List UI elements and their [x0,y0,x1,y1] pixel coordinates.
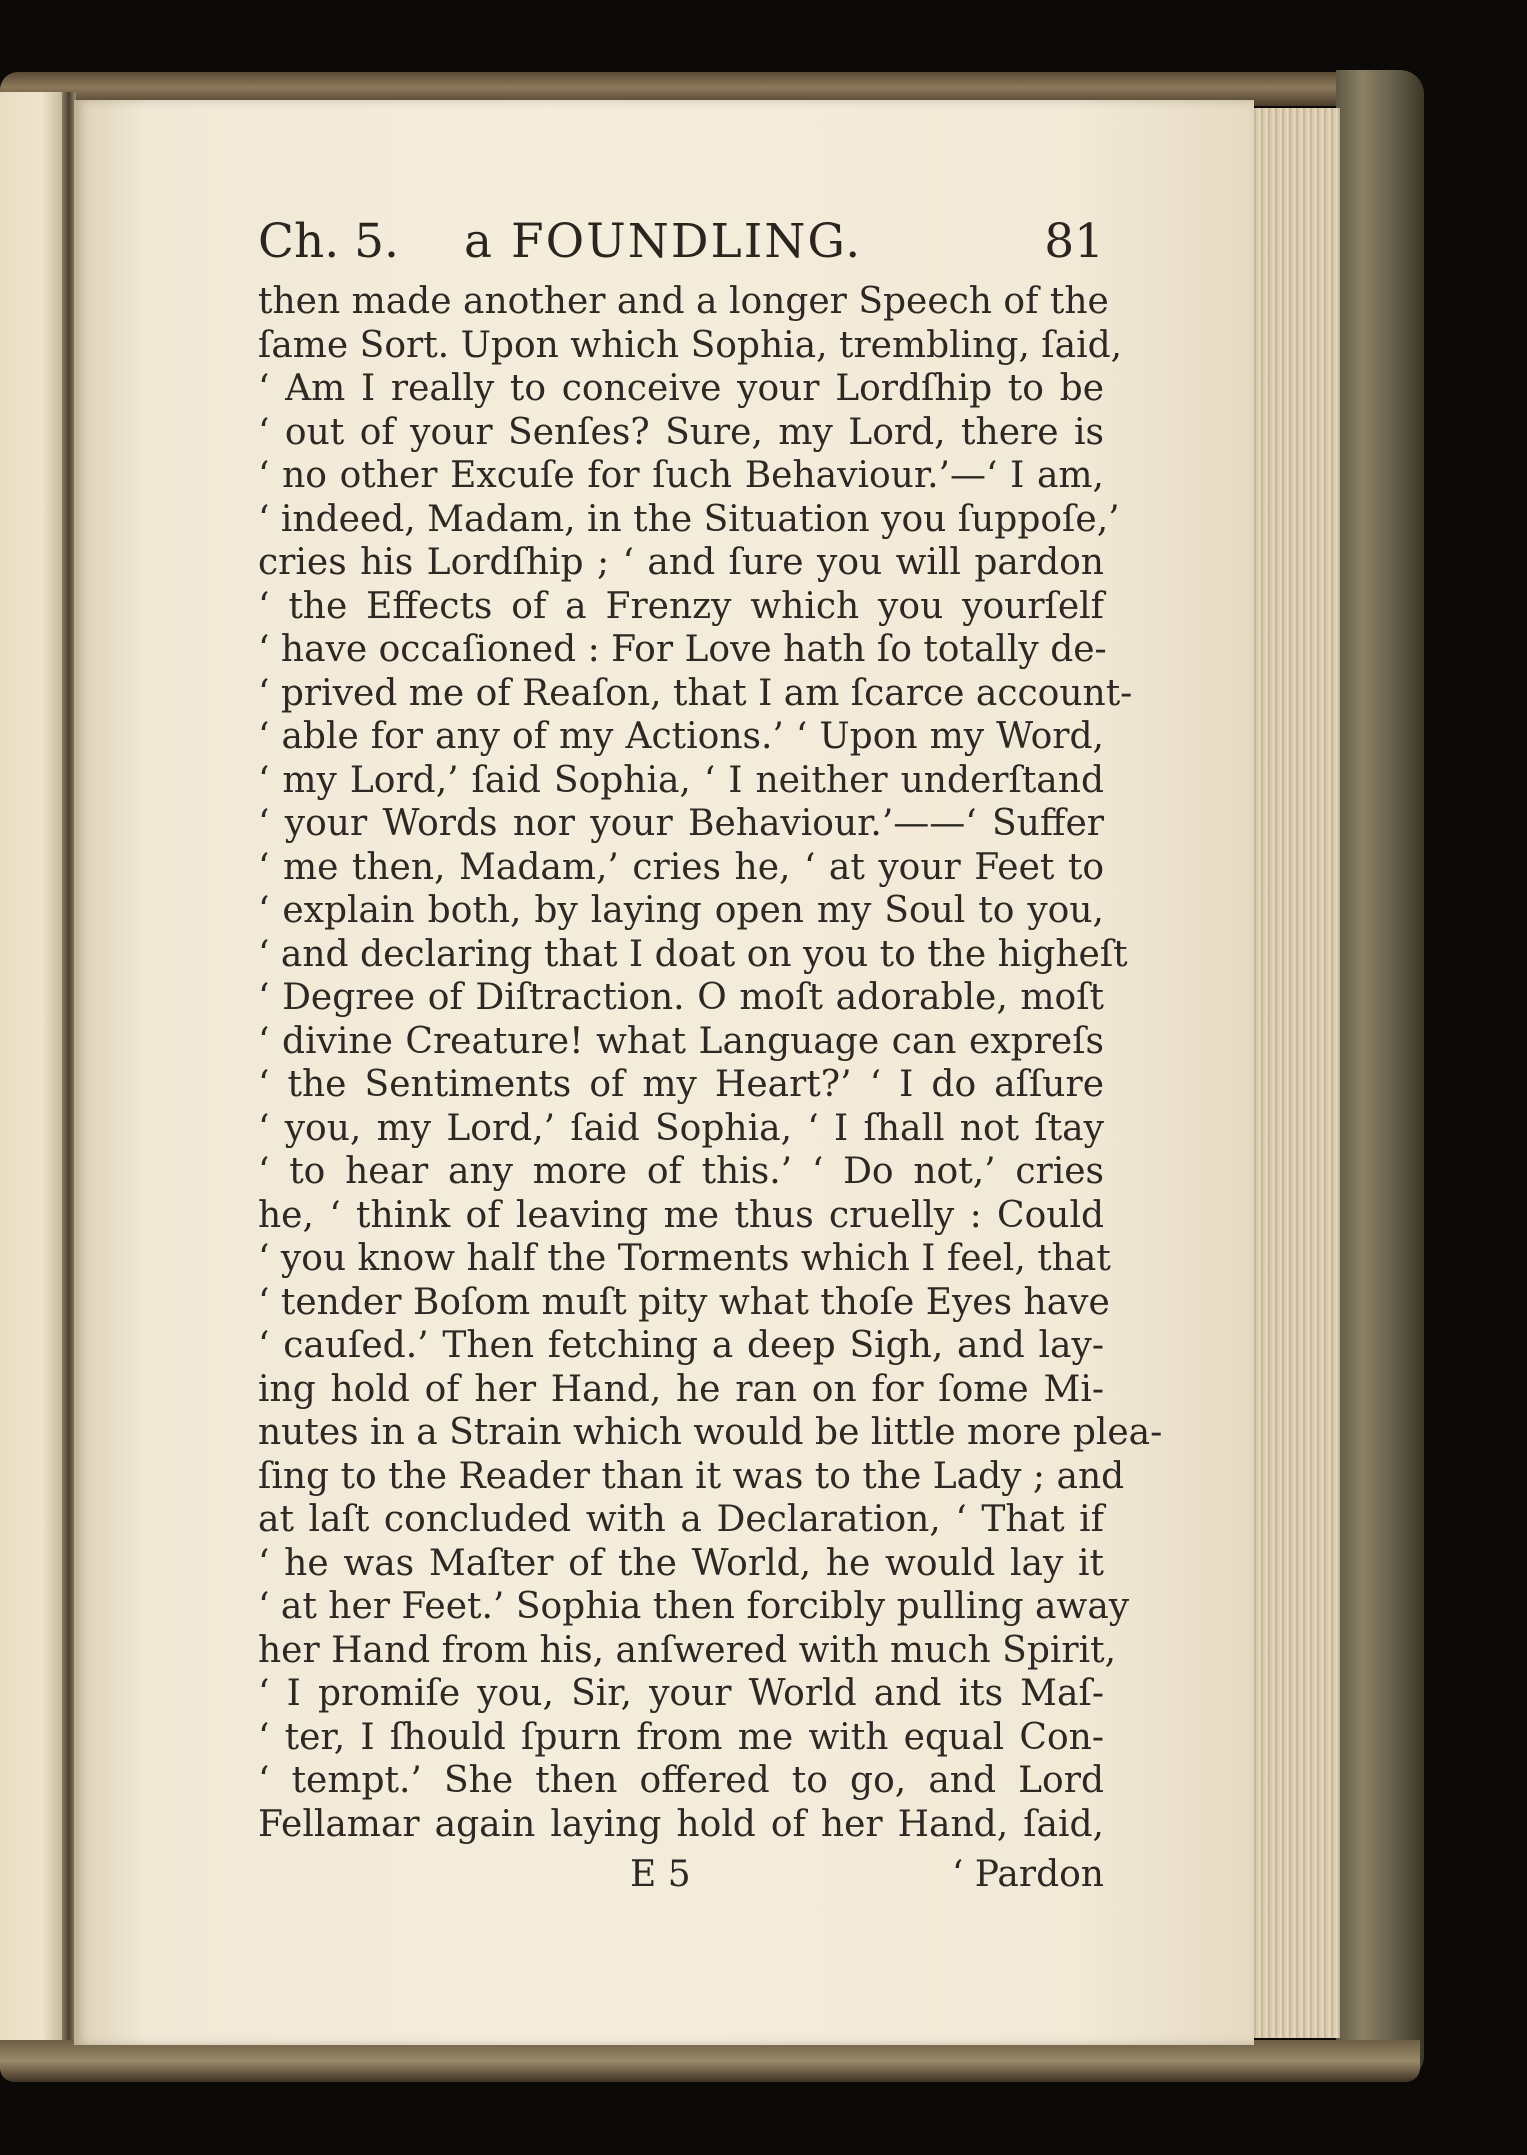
text-line: ſame Sort. Upon which Sophia, trembling, ſaid, [258,324,1123,366]
text-line: ‘ Degree of Diſtraction. O moſt adorable, moſt [258,977,1104,1018]
text-line: ‘ able for any of my Actions.’ ‘ Upon my Word, [258,716,1104,757]
page-stack-edge [1250,108,1340,2038]
text-line: ing hold of her Hand, he ran on for ſome Mi- [258,1368,1104,1410]
running-title: a FOUNDLING. [464,214,863,269]
page-number: 81 [1044,214,1104,269]
text-line: ‘ out of your Senſes? Sure, my Lord, there is [258,411,1104,453]
text-line: ‘ the Effects of a Frenzy which you yourſelf [258,585,1104,627]
text-line: ‘ and declaring that I doat on you to the higheſt [258,933,1128,975]
text-line: ‘ ter, I ſhould ſpurn from me with equal Con- [258,1716,1104,1758]
text-line: ‘ you, my Lord,’ ſaid Sophia, ‘ I ſhall not ſtay [258,1107,1104,1149]
text-line: ‘ to hear any more of this.’ ‘ Do not,’ cries [258,1151,1104,1192]
text-line: ‘ he was Maſter of the World, he would lay it [258,1542,1104,1584]
text-line: ‘ at her Feet.’ Sophia then forcibly pulling away [258,1586,1130,1627]
text-line: he, ‘ think of leaving me thus cruelly : Could [258,1194,1104,1236]
text-line: ‘ cauſed.’ Then fetching a deep Sigh, and lay- [258,1325,1104,1366]
text-line: ‘ Am I really to conceive your Lordſhip to be [258,368,1104,409]
book-cover-edge [1336,70,1424,2080]
page-footer [258,1854,1104,1898]
text-line: ‘ indeed, Madam, in the Situation you ſuppoſe,’ [258,498,1120,540]
text-line: ‘ the Sentiments of my Heart?’ ‘ I do aſſure [258,1064,1104,1105]
book-bottom-edge [0,2040,1420,2082]
text-line: ‘ tempt.’ She then offered to go, and Lord [258,1760,1104,1801]
text-line: Fellamar again laying hold of her Hand, ſaid, [258,1803,1104,1845]
text-line: ‘ your Words nor your Behaviour.’——‘ Suffer [258,803,1104,844]
text-line: ſing to the Reader than it was to the Lady ; and [258,1455,1125,1497]
text-line: ‘ no other Excuſe for ſuch Behaviour.’—‘ I am, [258,455,1104,496]
chapter-label: Ch. 5. [258,214,399,269]
text-line: ‘ prived me of Reaſon, that I am ſcarce account- [258,672,1133,714]
text-line: ‘ tender Boſom muſt pity what thoſe Eyes have [258,1281,1110,1323]
facing-page-edge [0,92,70,2052]
text-line: ‘ me then, Madam,’ cries he, ‘ at your Feet to [258,846,1104,888]
signature-mark: E 5 [630,1854,691,1895]
catchword: ‘ Pardon [951,1854,1104,1895]
text-line: then made another and a longer Speech of the [258,281,1109,322]
text-line: her Hand from his, anſwered with much Spirit, [258,1629,1117,1671]
text-line: cries his Lordſhip ; ‘ and ſure you will pardon [258,542,1104,583]
text-line: ‘ I promiſe you, Sir, your World and its Maſ- [258,1673,1104,1714]
text-line: ‘ have occaſioned : For Love hath ſo totally de- [258,629,1107,670]
text-line: ‘ you know half the Torments which I feel, that [258,1238,1111,1279]
body-text [258,280,1163,1846]
running-header [258,214,1104,274]
text-line: ‘ explain both, by laying open my Soul to you, [258,890,1104,931]
text-line: at laſt concluded with a Declaration, ‘ That if [258,1499,1104,1540]
text-line: ‘ my Lord,’ ſaid Sophia, ‘ I neither underſtand [258,759,1104,801]
text-line: nutes in a Strain which would be little more plea- [258,1412,1163,1453]
text-line: ‘ divine Creature! what Language can expreſs [258,1020,1104,1062]
